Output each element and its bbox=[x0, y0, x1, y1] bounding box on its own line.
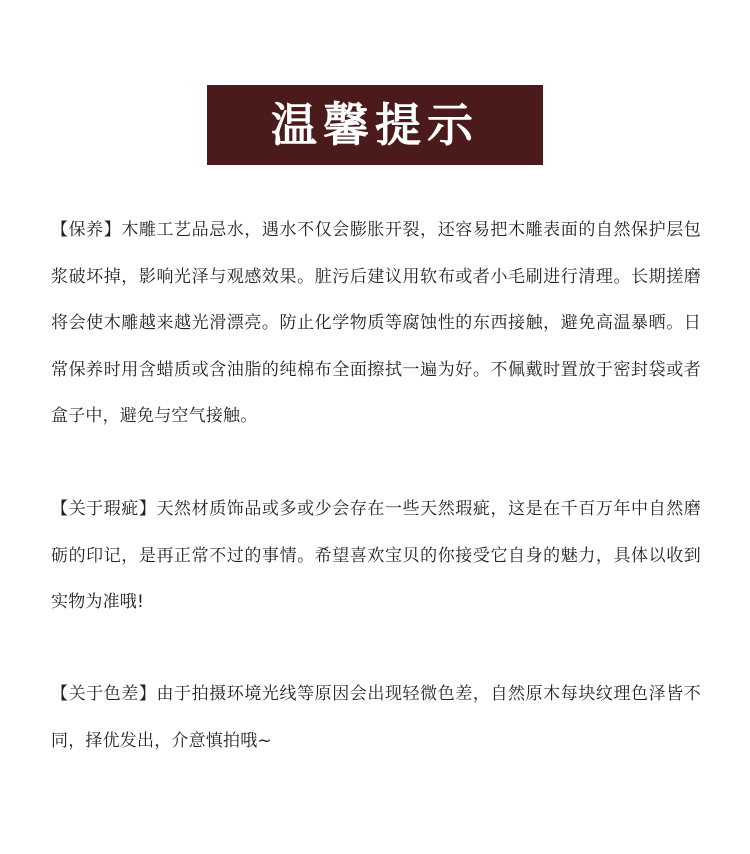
section-care bbox=[51, 207, 701, 440]
page-title: 温馨提示 bbox=[271, 98, 479, 152]
section-text-flaws: 天然材质饰品或多或少会存在一些天然瑕疵，这是在千百万年中自然磨砺的印记，是再正常不过的事情。希望喜欢宝贝的你接受它自身的魅力，具体以收到实物为准哦! bbox=[51, 499, 701, 612]
section-text-color-difference: 由于拍摄环境光线等原因会出现轻微色差，自然原木每块纹理色泽皆不同，择优发出，介意慎拍哦~ bbox=[51, 684, 701, 751]
section-color-difference bbox=[51, 671, 701, 764]
title-banner bbox=[207, 85, 543, 165]
section-flaws bbox=[51, 486, 701, 626]
section-label-flaws: 【关于瑕疵】 bbox=[51, 499, 157, 519]
section-text-care: 木雕工艺品忌水，遇水不仅会膨胀开裂，还容易把木雕表面的自然保护层包浆破坏掉，影响光泽与观感效果。脏污后建议用软布或者小毛刷进行清理。长期搓磨将会使木雕越来越光滑漂亮。防止化学物质等腐蚀性的东西接触，避免高温暴晒。日常保养时用含蜡质或含油脂的纯棉布全面擦拭一遍为好。不佩戴时置放于密封袋或者盒子中，避免与空气接触。 bbox=[51, 220, 701, 426]
section-label-care: 【保养】 bbox=[51, 220, 122, 240]
section-label-color-difference: 【关于色差】 bbox=[51, 684, 157, 704]
